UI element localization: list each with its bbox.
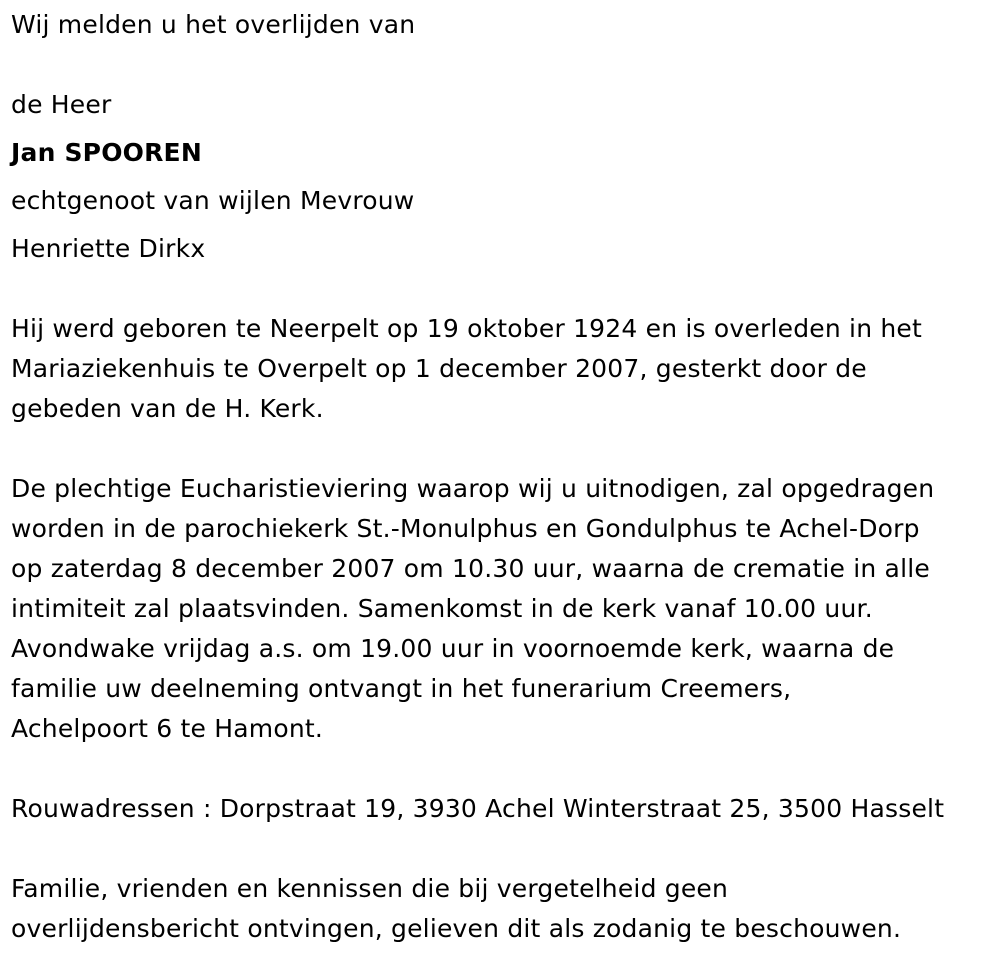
paragraph-line: Mariaziekenhuis te Overpelt op 1 december 2007, gesterkt door de	[11, 354, 867, 383]
spouse-line-1: echtgenoot van wijlen Mevrouw	[11, 186, 415, 215]
paragraph-line: worden in de parochiekerk St.-Monulphus en Gondulphus te Achel-Dorp	[11, 514, 920, 543]
paragraph-line: De plechtige Eucharistieviering waarop wij u uitnodigen, zal opgedragen	[11, 474, 935, 503]
intro-text: Wij melden u het overlijden van	[11, 10, 416, 39]
mourning-addresses: Rouwadressen : Dorpstraat 19, 3930 Achel Winterstraat 25, 3500 Hasselt	[11, 794, 945, 823]
paragraph-line: familie uw deelneming ontvangt in het funerarium Creemers,	[11, 674, 792, 703]
title-text: de Heer	[11, 90, 112, 119]
paragraph-line: Hij werd geboren te Neerpelt op 19 oktober 1924 en is overleden in het	[11, 314, 923, 343]
paragraph-line: overlijdensbericht ontvingen, gelieven dit als zodanig te beschouwen.	[11, 914, 902, 943]
paragraph-line: Avondwake vrijdag a.s. om 19.00 uur in voornoemde kerk, waarna de	[11, 634, 895, 663]
spouse-line-2: Henriette Dirkx	[11, 234, 206, 263]
paragraph-line: intimiteit zal plaatsvinden. Samenkomst in de kerk vanaf 10.00 uur.	[11, 594, 873, 623]
paragraph-line: Achelpoort 6 te Hamont.	[11, 714, 324, 743]
paragraph-line: Familie, vrienden en kennissen die bij vergetelheid geen	[11, 874, 729, 903]
paragraph-line: gebeden van de H. Kerk.	[11, 394, 324, 423]
paragraph-line: op zaterdag 8 december 2007 om 10.30 uur, waarna de crematie in alle	[11, 554, 930, 583]
deceased-name: Jan SPOOREN	[11, 138, 202, 167]
